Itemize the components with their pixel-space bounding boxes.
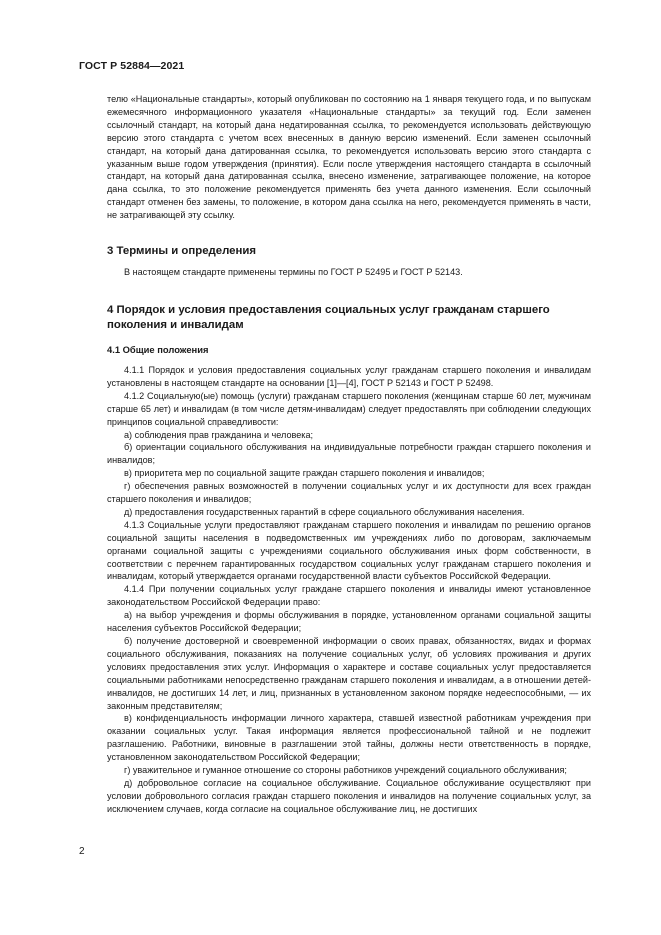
paragraph-4-1-1: 4.1.1 Порядок и условия предоставления социальных услуг гражданам старшего поколения и инвалидам установлены в настоящем стандарте на основании [1]—[4], ГОСТ Р 52143 и ГОСТ Р 52498. (107, 364, 591, 388)
right-item-b: б) получение достоверной и своевременной информации о своих правах, обязанностях, видах и формах социального обслуживания, показаниях на получение социальных услуг, об условиях проживания и других условиях предоставления этих услуг. Информация о характере и составе социальных услуг предоставляется социальными работниками непосредственно гражданам старшего поколения и инвалидам, а в отношении детей-инвалидов, не достигших 14 лет, и лиц, признанных в установленном законом порядке недееспособными, — их законным представителям; (107, 636, 591, 711)
right-item-g: г) уважительное и гуманное отношение со стороны работников учреждений социального обслуживания; (124, 765, 567, 776)
intro-paragraph: телю «Национальные стандарты», который опубликован по состоянию на 1 января текущего года, и по выпускам ежемесячного информационного указателя «Национальные стандарты» за текущий год. Если заменен ссылочный стандарт, на который дана недатированная ссылка, то рекомендуется использовать действующую версию этого стандарта с учетом всех внесенных в данную версию изменений. Если заменен ссылочный стандарт, на который дана датированная ссылка, то рекомендуется использовать версию этого стандарта с указанным выше годом утверждения (принятия). Если после утверждения настоящего стандарта в ссылочный стандарт, на который дана датированная ссылка, внесено изменение, затрагивающее положение, на которое дана ссылка, то это положение рекомендуется применять без учета данного изменения. Если ссылочный стандарт отменен без замены, то положение, в котором дана ссылка на него, рекомендуется применять в части, не затрагивающей эту ссылку. (107, 94, 591, 221)
paragraph-4-1-4: 4.1.4 При получении социальных услуг граждане старшего поколения и инвалиды имеют установленное законодательством Российской Федерации право: (107, 584, 591, 608)
list-item-b: б) ориентации социального обслуживания на индивидуальные потребности граждан старшего поколения и инвалидов; (107, 442, 591, 466)
right-item-a: а) на выбор учреждения и формы обслуживания в порядке, установленном органами социальной защиты населения субъектов Российской Федерации; (107, 610, 591, 634)
list-item-v: в) приоритета мер по социальной защите граждан старшего поколения и инвалидов; (124, 468, 485, 479)
document-body (107, 93, 591, 816)
right-item-v: в) конфиденциальность информации личного характера, ставшей известной работникам учреждения при оказании социальных услуг. Такая информация является профессиональной тайной и не подлежит разглашению. Работники, виновные в разглашении этой тайны, должны нести ответственность в порядке, установленном законодательством Российской Федерации; (107, 713, 591, 763)
list-item-d: д) предоставления государственных гарантий в сфере социального обслуживания населения. (124, 506, 525, 517)
section-3-text: В настоящем стандарте применены термины по ГОСТ Р 52495 и ГОСТ Р 52143. (124, 267, 463, 278)
list-item-g: г) обеспечения равных возможностей в получении социальных услуг и их доступности для всех граждан старшего поколения и инвалидов; (107, 481, 591, 505)
list-item-a: а) соблюдения прав гражданина и человека; (124, 429, 314, 440)
section-3-heading: 3 Термины и определения (107, 245, 257, 258)
subsection-4-1-heading: 4.1 Общие положения (107, 343, 209, 355)
document-header-id: ГОСТ Р 52884—2021 (79, 60, 185, 72)
section-4-heading: 4 Порядок и условия предоставления социальных услуг гражданам старшего поколения и инвалидам (107, 303, 550, 331)
page-number: 2 (79, 846, 85, 857)
paragraph-4-1-2: 4.1.2 Социальную(ые) помощь (услуги) гражданам старшего поколения (женщинам старше 60 лет, мужчинам старше 65 лет) и инвалидам (в том числе детям-инвалидам) следует предоставлять при соблюдении следующих принципов социальной справедливости: (107, 390, 591, 427)
paragraph-4-1-3: 4.1.3 Социальные услуги предоставляют гражданам старшего поколения и инвалидам по решению органов социальной защиты населения в подведомственных им учреждениях либо по договорам, заключаемым органами социальной защиты с учреждениями социального обслуживания иных форм собственности, в соответствии с перечнем гарантированных государством социальных услуг гражданам старшего поколения и инвалидам, который утверждается органами государственной власти субъектов Российской Федерации. (107, 519, 591, 582)
right-item-d: д) добровольное согласие на социальное обслуживание. Социальное обслуживание осуществляют при условии добровольного согласия граждан старшего поколения и инвалидов на получение социальных услуг, за исключением случаев, когда согласие на социальное обслуживание лиц, не достигших (107, 777, 591, 814)
